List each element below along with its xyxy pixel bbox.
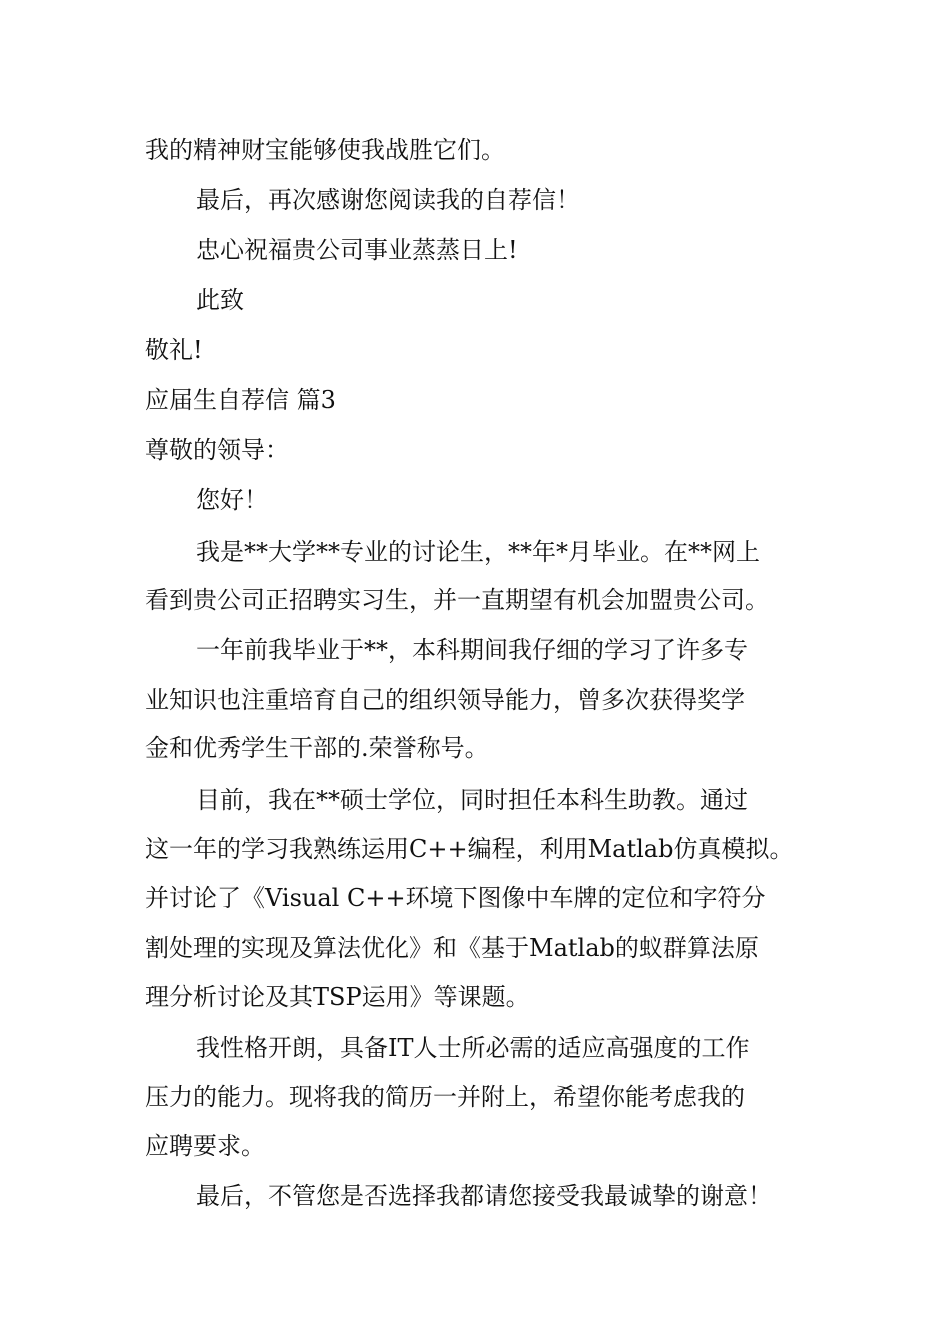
closing-wish-line: 忠心祝福贵公司事业蒸蒸日上! — [196, 236, 518, 264]
paragraph-line: 我的精神财宝能够使我战胜它们。 — [145, 136, 505, 164]
paragraph-line: 目前，我在**硕士学位，同时担任本科生助教。通过 — [196, 786, 748, 814]
paragraph-line: 并讨论了《Visual C++环境下图像中车牌的定位和字符分 — [145, 884, 766, 912]
paragraph-line: 一年前我毕业于**，本科期间我仔细的学习了许多专 — [196, 636, 748, 664]
paragraph-line: 割处理的实现及算法优化》和《基于Matlab的蚁群算法原 — [145, 934, 759, 962]
closing-thanks-line: 最后，再次感谢您阅读我的自荐信！ — [196, 186, 580, 214]
salutation-line: 敬礼! — [145, 336, 203, 364]
paragraph-line: 这一年的学习我熟练运用C++编程，利用Matlab仿真模拟。 — [145, 835, 794, 863]
paragraph-line: 压力的能力。现将我的简历一并附上，希望你能考虑我的 — [145, 1083, 745, 1111]
paragraph-line: 我性格开朗，具备IT人士所必需的适应高强度的工作 — [196, 1034, 750, 1062]
paragraph-line: 我是**大学**专业的讨论生，**年*月毕业。在**网上 — [196, 538, 760, 566]
paragraph-line: 应聘要求。 — [145, 1132, 265, 1160]
paragraph-line: 最后，不管您是否选择我都请您接受我最诚挚的谢意！ — [196, 1182, 772, 1210]
greeting-line: 尊敬的领导： — [145, 436, 289, 464]
greeting-line: 您好！ — [196, 486, 268, 514]
paragraph-line: 金和优秀学生干部的.荣誉称号。 — [145, 734, 489, 762]
paragraph-line: 看到贵公司正招聘实习生，并一直期望有机会加盟贵公司。 — [145, 586, 769, 614]
paragraph-line: 业知识也注重培育自己的组织领导能力，曾多次获得奖学 — [145, 686, 745, 714]
section-heading: 应届生自荐信 篇3 — [145, 386, 336, 414]
paragraph-line: 理分析讨论及其TSP运用》等课题。 — [145, 983, 530, 1011]
salutation-line: 此致 — [196, 286, 244, 314]
